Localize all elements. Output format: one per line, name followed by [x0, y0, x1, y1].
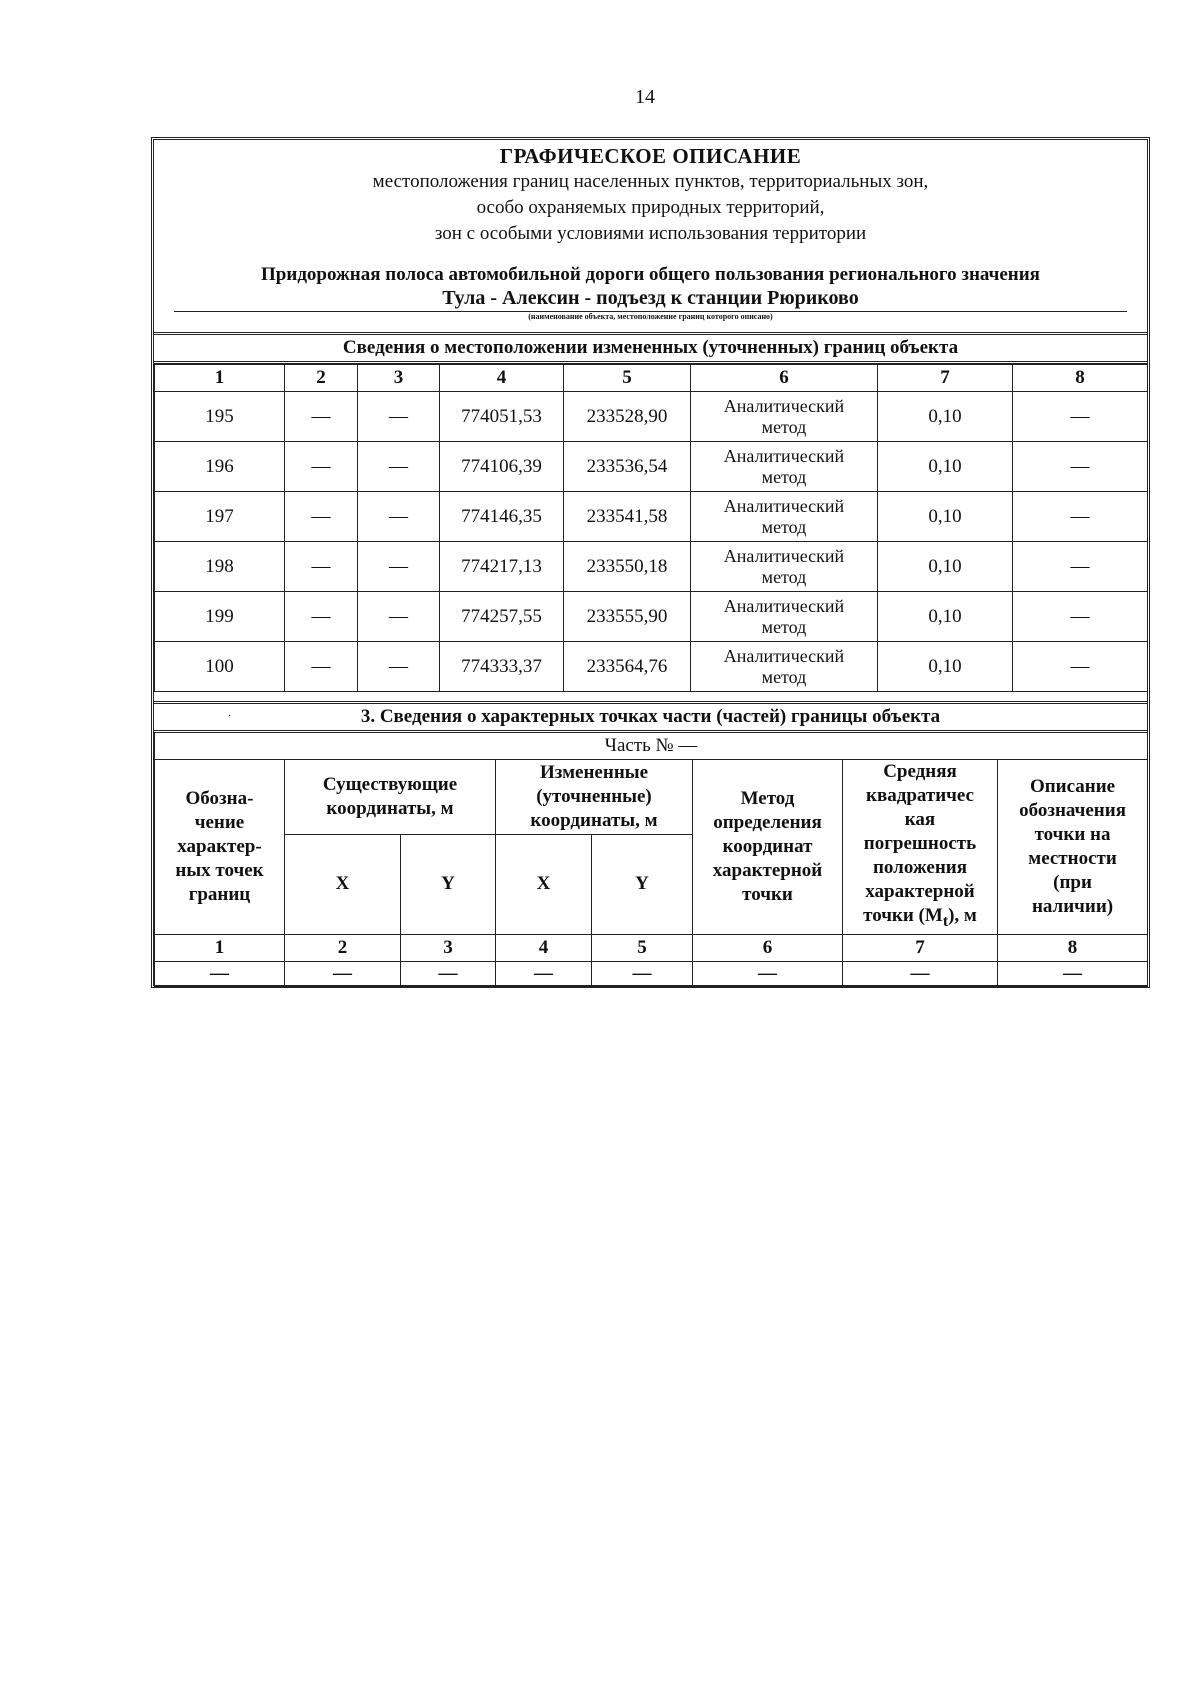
method-line: метод — [761, 466, 807, 487]
method-cell — [691, 642, 878, 692]
header-line: координат — [722, 835, 813, 857]
header-line: ), м — [948, 905, 977, 926]
column-number-row — [155, 365, 1148, 392]
column-number: 6 — [693, 934, 843, 961]
header-line: Обозна- — [185, 787, 254, 809]
method-cell — [691, 492, 878, 542]
header-line: кая — [904, 809, 936, 830]
method-line: метод — [761, 666, 807, 687]
cell-dash: — — [358, 392, 440, 442]
cell-dash: — — [693, 961, 843, 986]
header-x-existing: X — [285, 835, 401, 935]
cell-dash: — — [592, 961, 693, 986]
cell-dash: — — [285, 961, 401, 986]
accuracy: 0,10 — [878, 642, 1013, 692]
point-id: 199 — [155, 592, 285, 642]
header-existing-coords — [285, 760, 496, 835]
accuracy: 0,10 — [878, 392, 1013, 442]
table-row — [155, 542, 1148, 592]
method-line: Аналитический — [723, 445, 845, 466]
coord-x: 774333,37 — [440, 642, 564, 692]
header-line: (при — [1053, 871, 1092, 893]
table-row — [155, 961, 1148, 986]
header-line: Метод — [740, 787, 795, 809]
page-number: 14 — [635, 86, 655, 108]
accuracy: 0,10 — [878, 592, 1013, 642]
method-cell — [691, 392, 878, 442]
object-name: Придорожная полоса автомобильной дороги общего пользования регионального значения — [261, 264, 1040, 285]
accuracy: 0,10 — [878, 492, 1013, 542]
method-cell — [691, 442, 878, 492]
header-accuracy — [843, 760, 998, 935]
column-number: 1 — [155, 934, 285, 961]
header-line: характерной — [865, 881, 975, 902]
document-header — [154, 140, 1147, 322]
subtitle-line: зон с особыми условиями использования территории — [434, 223, 867, 244]
coord-x: 774257,55 — [440, 592, 564, 642]
coord-y: 233564,76 — [564, 642, 691, 692]
method-line: Аналитический — [723, 645, 845, 666]
header-line: наличии) — [1031, 895, 1114, 917]
coord-x: 774051,53 — [440, 392, 564, 442]
accuracy: 0,10 — [878, 542, 1013, 592]
table-row — [155, 442, 1148, 492]
method-cell — [691, 542, 878, 592]
header-line: определения — [713, 811, 822, 833]
header-line: координаты, м — [530, 810, 658, 832]
cell-dash: — — [358, 442, 440, 492]
cell-dash: — — [358, 492, 440, 542]
point-id: 197 — [155, 492, 285, 542]
column-number: 7 — [878, 365, 1013, 392]
column-number: 5 — [564, 365, 691, 392]
cell-dash: — — [285, 492, 358, 542]
table-row — [155, 592, 1148, 642]
subtitle-line: особо охраняемых природных территорий, — [476, 197, 825, 218]
header-line: ных точек — [175, 859, 264, 881]
cell-dash: — — [496, 961, 592, 986]
point-id: 196 — [155, 442, 285, 492]
header-designation — [155, 760, 285, 935]
method-line: метод — [761, 416, 807, 437]
subtitle-line: местоположения границ населенных пунктов, территориальных зон, — [372, 171, 929, 192]
method-line: метод — [761, 566, 807, 587]
column-number: 3 — [358, 365, 440, 392]
coord-y: 233541,58 — [564, 492, 691, 542]
column-number: 8 — [1013, 365, 1148, 392]
column-number: 2 — [285, 934, 401, 961]
point-id: 198 — [155, 542, 285, 592]
cell-dash: — — [285, 592, 358, 642]
scan-speck: · — [228, 711, 232, 722]
route-name: Тула - Алексин - подъезд к станции Рюриково — [442, 287, 859, 309]
header-line: точки — [742, 883, 793, 905]
cell-dash: — — [1013, 442, 1148, 492]
cell-dash: — — [358, 592, 440, 642]
header-line: Измененные — [539, 762, 649, 784]
coord-y: 233555,90 — [564, 592, 691, 642]
header-line: точки на — [1034, 823, 1111, 845]
part-points-table — [154, 732, 1148, 987]
column-number: 8 — [998, 934, 1148, 961]
column-number: 5 — [592, 934, 693, 961]
cell-dash: — — [843, 961, 998, 986]
header-x-changed: X — [496, 835, 592, 935]
table-row — [155, 492, 1148, 542]
part-label: Часть № — — [155, 733, 1148, 760]
header-changed-coords — [496, 760, 693, 835]
column-number: 3 — [401, 934, 496, 961]
cell-dash: — — [1013, 542, 1148, 592]
cell-dash: — — [1013, 592, 1148, 642]
column-number: 1 — [155, 365, 285, 392]
cell-dash: — — [1013, 392, 1148, 442]
cell-dash: — — [358, 642, 440, 692]
cell-dash: — — [155, 961, 285, 986]
header-description — [998, 760, 1148, 935]
cell-dash: — — [285, 392, 358, 442]
column-number: 7 — [843, 934, 998, 961]
header-line: Средняя — [883, 761, 957, 782]
accuracy: 0,10 — [878, 442, 1013, 492]
cell-dash: — — [1013, 642, 1148, 692]
cell-dash: — — [1013, 492, 1148, 542]
column-number: 2 — [285, 365, 358, 392]
column-number-row — [155, 934, 1148, 961]
coord-x: 774146,35 — [440, 492, 564, 542]
header-y-changed: Y — [592, 835, 693, 935]
table-row — [155, 392, 1148, 442]
column-number: 4 — [496, 934, 592, 961]
coord-y: 233528,90 — [564, 392, 691, 442]
section3-title: 3. Сведения о характерных точках части (частей) границы объекта — [154, 701, 1147, 733]
header-line: характерной — [712, 859, 823, 881]
document-frame — [151, 137, 1150, 988]
header-line: характер- — [177, 835, 262, 857]
method-cell — [691, 592, 878, 642]
header-line: Описание — [1029, 775, 1116, 797]
header-line: Существующие — [322, 774, 458, 796]
header-line: обозначения — [1019, 799, 1126, 821]
header-line: координаты, м — [326, 798, 454, 820]
coord-y: 233550,18 — [564, 542, 691, 592]
header-subscript: t — [942, 912, 949, 930]
method-line: метод — [761, 616, 807, 637]
coord-y: 233536,54 — [564, 442, 691, 492]
header-method — [693, 760, 843, 935]
section1-title: Сведения о местоположении измененных (уточненных) границ объекта — [154, 332, 1147, 364]
column-number: 4 — [440, 365, 564, 392]
method-line: метод — [761, 516, 807, 537]
method-line: Аналитический — [723, 395, 845, 416]
header-line: квадратичес — [866, 785, 974, 806]
boundary-table — [154, 364, 1148, 692]
cell-dash: — — [401, 961, 496, 986]
cell-dash: — — [285, 642, 358, 692]
cell-dash: — — [358, 542, 440, 592]
cell-dash: — — [285, 542, 358, 592]
object-caption: (наименование объекта, местоположение границ которого описано) — [528, 312, 773, 321]
point-id: 195 — [155, 392, 285, 442]
cell-dash: — — [998, 961, 1148, 986]
table-row — [155, 642, 1148, 692]
header-line: погрешность — [863, 833, 977, 854]
header-line: положения — [872, 857, 968, 878]
column-number: 6 — [691, 365, 878, 392]
method-line: Аналитический — [723, 545, 845, 566]
header-line: границ — [188, 883, 251, 905]
header-line: местности — [1028, 847, 1117, 869]
cell-dash: — — [285, 442, 358, 492]
header-line: точки (M — [863, 905, 943, 926]
coord-x: 774217,13 — [440, 542, 564, 592]
header-y-existing: Y — [401, 835, 496, 935]
header-line: (уточненные) — [536, 786, 652, 808]
coord-x: 774106,39 — [440, 442, 564, 492]
header-line: чение — [194, 811, 245, 833]
method-line: Аналитический — [723, 595, 845, 616]
point-id: 100 — [155, 642, 285, 692]
method-line: Аналитический — [723, 495, 845, 516]
document-title: ГРАФИЧЕСКОЕ ОПИСАНИЕ — [499, 144, 802, 168]
